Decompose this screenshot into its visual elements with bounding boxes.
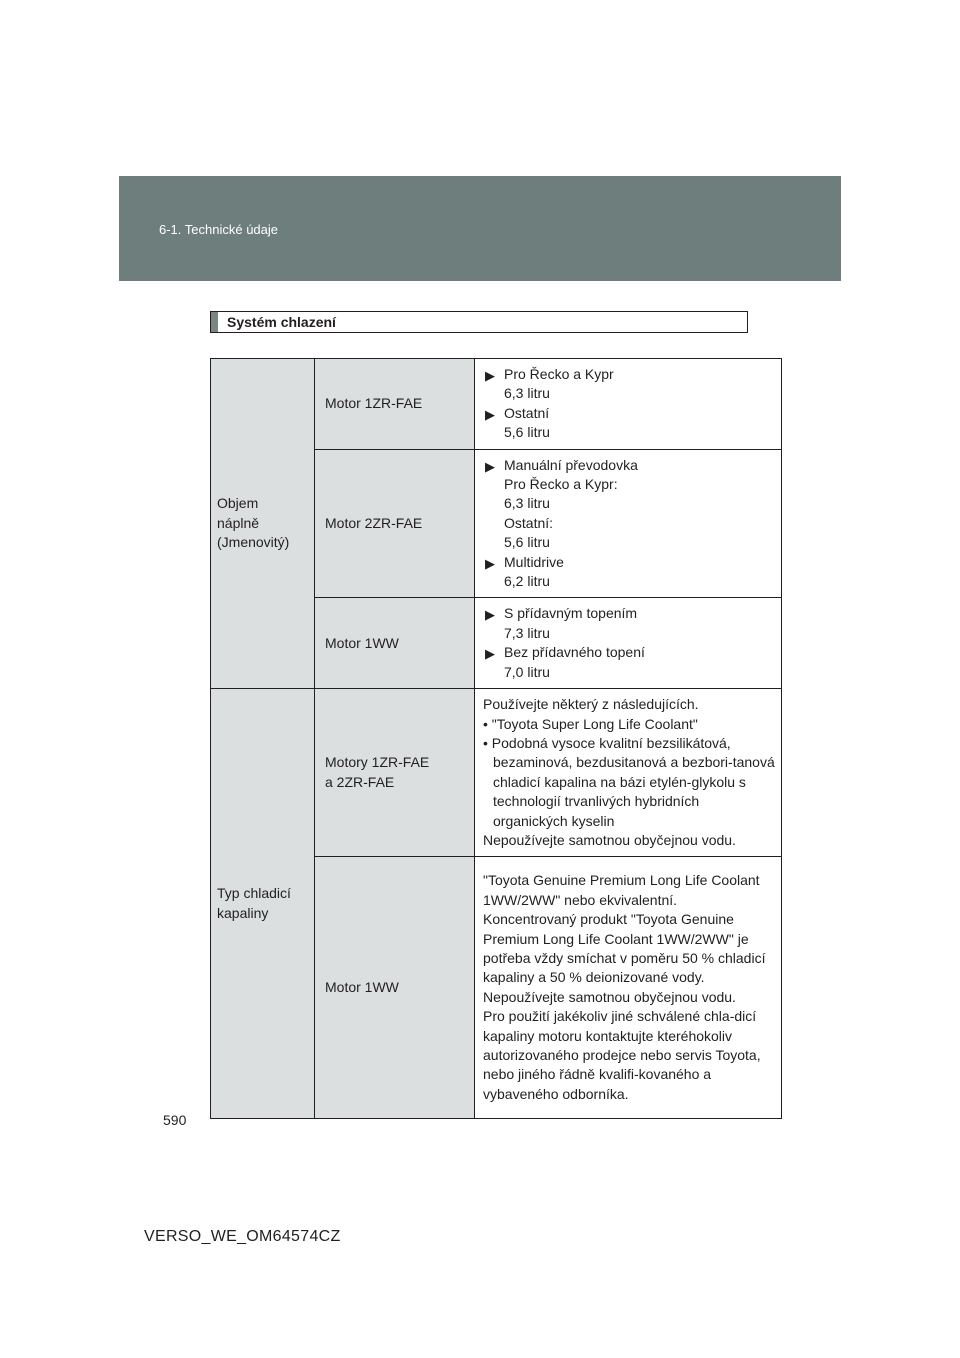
value-cell [475, 449, 782, 598]
cooling-spec-table [210, 358, 782, 1119]
value-text: 7,0 litru [504, 663, 550, 680]
engine-cell: Motor 1WW [315, 598, 475, 689]
table-row [211, 359, 782, 450]
bullet-text: Pro Řecko a Kypr [504, 366, 614, 382]
paragraph-text: Pro použití jakékoliv jiné schválené chla-dicí kapaliny motoru kontaktujte kteréhokoliv autorizovaného prodejce nebo servis Toyota, nebo jiného řádně kvalifi-kovaného a vybaveného odborníka. [483, 1008, 761, 1102]
row-group-label: Typ chladicí kapaliny [211, 689, 315, 1119]
value-text: 6,2 litru [504, 573, 550, 590]
value-text: Pro Řecko a Kypr: [504, 476, 618, 493]
value-cell [475, 857, 782, 1119]
section-breadcrumb: 6-1. Technické údaje [159, 222, 279, 237]
paragraph-text: "Toyota Genuine Premium Long Life Coolant 1WW/2WW" nebo ekvivalentní. [483, 872, 760, 908]
paragraph-text: Nepoužívejte samotnou obyčejnou vodu. [483, 988, 736, 1005]
paragraph-text: Používejte některý z následujících. [483, 696, 699, 713]
page-number: 590 [163, 1112, 187, 1128]
bullet-item [483, 404, 775, 423]
bullet-text: Ostatní [504, 404, 550, 421]
document-code: VERSO_WE_OM64574CZ [144, 1228, 341, 1245]
bullet-text: Multidrive [504, 553, 564, 570]
value-cell [475, 689, 782, 857]
section-title-marker [211, 312, 218, 332]
value-text: 6,3 litru [504, 495, 550, 512]
bullet-item [483, 643, 775, 662]
arrow-bullet-icon: ▶ [485, 368, 495, 383]
arrow-bullet-icon: ▶ [485, 406, 495, 422]
header-band [119, 176, 841, 281]
bullet-item [483, 456, 775, 475]
value-text: 5,6 litru [504, 424, 550, 441]
paragraph-text: Nepoužívejte samotnou obyčejnou vodu. [483, 831, 736, 848]
paragraph-text: Koncentrovaný produkt "Toyota Genuine Premium Long Life Coolant 1WW/2WW" je potřeba vždy smíchat v poměru 50 % chladicí kapaliny a 50 % deionizované vody. [483, 911, 766, 986]
row-group-label: Objem náplně (Jmenovitý) [211, 359, 315, 689]
table-row [211, 689, 782, 857]
bullet-text: Bez přídavného topení [504, 644, 645, 661]
bullet-item [483, 365, 775, 384]
value-text: 5,6 litru [504, 534, 550, 551]
engine-cell: Motor 1WW [315, 857, 475, 1119]
arrow-bullet-icon: ▶ [485, 458, 495, 474]
dot-list-item: • "Toyota Super Long Life Coolant" [483, 715, 698, 732]
bullet-item [483, 604, 775, 623]
value-text: Ostatní: [504, 514, 554, 531]
value-cell [475, 598, 782, 689]
engine-cell: Motor 1ZR-FAE [315, 359, 475, 450]
arrow-bullet-icon: ▶ [485, 607, 495, 623]
bullet-text: S přídavným topením [504, 605, 638, 622]
engine-cell: Motory 1ZR-FAE a 2ZR-FAE [315, 689, 475, 857]
value-text: 6,3 litru [504, 385, 550, 402]
dot-list-item: • Podobná vysoce kvalitní bezsilikátová, bezaminová, bezdusitanová a bezbori-tanová chladicí kapalina na bázi etylén-glykolu s technologií trvanlivých hybridních organických kyselin [483, 734, 775, 829]
bullet-item [483, 553, 775, 572]
arrow-bullet-icon: ▶ [485, 646, 495, 662]
engine-cell: Motor 2ZR-FAE [315, 449, 475, 598]
bullet-text: Manuální převodovka [504, 456, 638, 473]
section-title: Systém chlazení [227, 314, 336, 330]
arrow-bullet-icon: ▶ [485, 555, 495, 571]
section-title-box [210, 311, 748, 333]
value-cell [475, 359, 782, 450]
value-text: 7,3 litru [504, 624, 550, 641]
